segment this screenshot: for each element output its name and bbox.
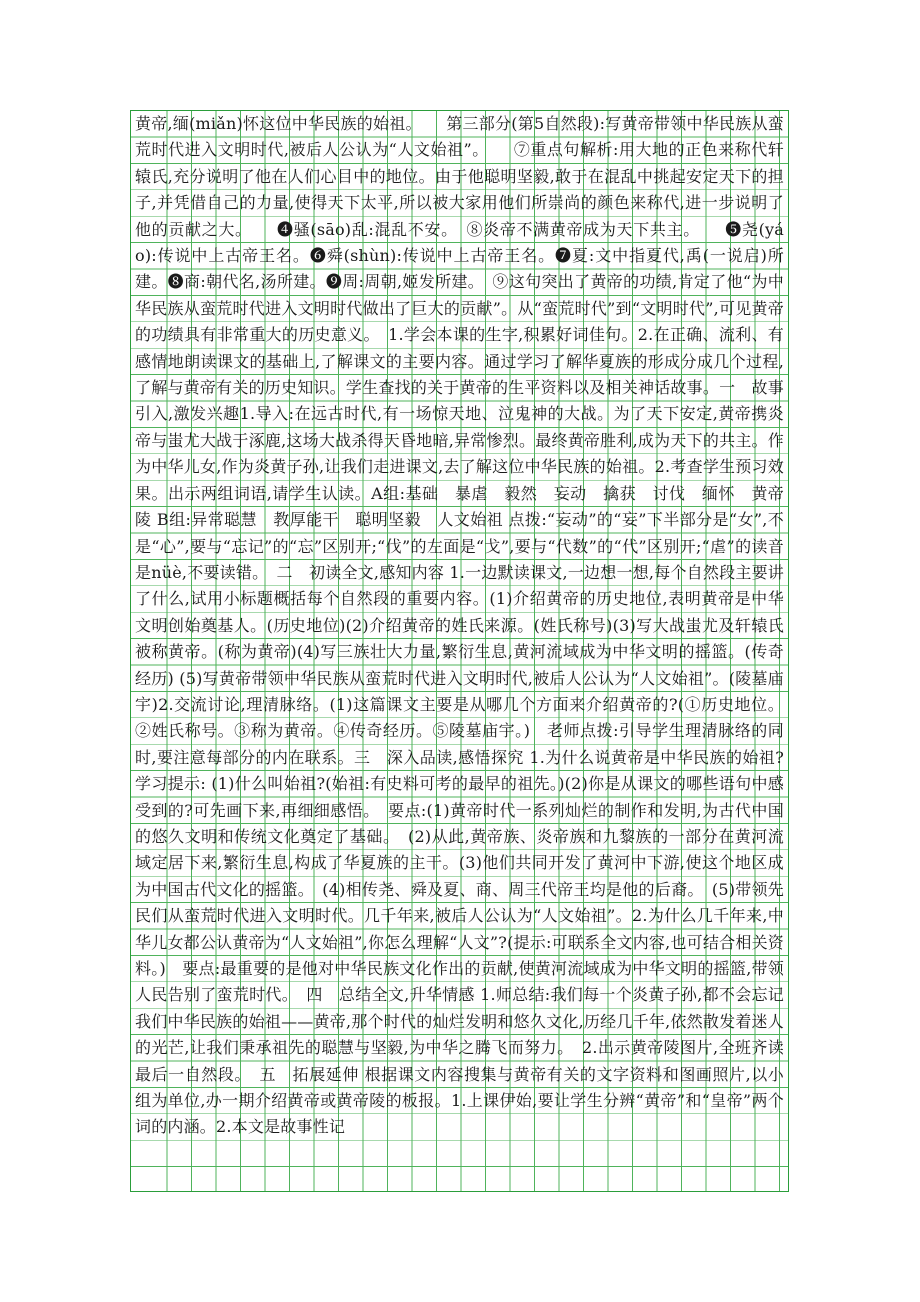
document-body-text: 黄帝,缅(miǎn)怀这位中华民族的始祖。 第三部分(第5自然段):写黄帝带领中华民族从蛮荒时代进入文明时代,被后人公认为“人文始祖”。 ⑦重点句解析:用大地的正色来称代轩辕氏,充分说明了他在人们心目中的地位。由于他聪明坚毅,敢于在混乱中挑起安定天下的担子,并凭借自己的力量,使得天下太平,所以被大家用他们所崇尚的颜色来称代,进一步说明了他的贡献之大。 ❹骚(sāo)乱:混乱不安。 ⑧炎帝不满黄帝成为天下共主。 ❺尧(yáo):传说中上古帝王名。❻舜(shùn):传说中上古帝王名。❼夏:文中指夏代,禹(一说启)所建。❽商:朝代名,汤所建。❾周:周朝,姬发所建。 ⑨这句突出了黄帝的功绩,肯定了他“为中华民族从蛮荒时代进入文明时代做出了巨大的贡献”。从“蛮荒时代”到“文明时代”,可见黄帝的功绩具有非常重大的历史意义。 1.学会本课的生字,积累好词佳句。2.在正确、流利、有感情地朗读课文的基础上,了解课文的主要内容。通过学习了解华夏族的形成分成几个过程,了解与黄帝有关的历史知识。学生查找的关于黄帝的生平资料以及相关神话故事。一 故事引入,激发兴趣1.导入:在远古时代,有一场惊天地、泣鬼神的大战。为了天下安定,黄帝携炎帝与蚩尤大战于涿鹿,这场大战杀得天昏地暗,异常惨烈。最终黄帝胜利,成为天下的共主。作为中华儿女,作为炎黄子孙,让我们走进课文,去了解这位中华民族的始祖。2.考查学生预习效果。出示两组词语,请学生认读。A组:基础 暴虐 毅然 妄动 擒获 讨伐 缅怀 黄帝陵 B组:异常聪慧 教厚能干 聪明坚毅 人文始祖 点拨:“妄动”的“妄”下半部分是“女”,不是“心”,要与“忘记”的“忘”区别开;“伐”的左面是“戈”,要与“代数”的“代”区别开;“虐”的读音是nüè,不要读错。 二 初读全文,感知内容 1.一边默读课文,一边想一想,每个自然段主要讲了什么,试用小标题概括每个自然段的重要内容。(1)介绍黄帝的历史地位,表明黄帝是中华文明创始奠基人。(历史地位)(2)介绍黄帝的姓氏来源。(姓氏称号)(3)写大战蚩尤及轩辕氏被称黄帝。(称为黄帝)(4)写三族壮大力量,繁衍生息,黄河流域成为中华文明的摇篮。(传奇经历) (5)写黄帝带领中华民族从蛮荒时代进入文明时代,被后人公认为“人文始祖”。(陵墓庙宇)2.交流讨论,理清脉络。(1)这篇课文主要是从哪几个方面来介绍黄帝的?(①历史地位。②姓氏称号。③称为黄帝。④传奇经历。⑤陵墓庙宇。) 老师点拨:引导学生理清脉络的同时,要注意每部分的内在联系。三 深入品读,感悟探究 1.为什么说黄帝是中华民族的始祖? 学习提示: (1)什么叫始祖?(始祖:有史料可考的最早的祖先。)(2)你是从课文的哪些语句中感受到的?可先画下来,再细细感悟。 要点:(1)黄帝时代一系列灿烂的制作和发明,为古代中国的悠久文明和传统文化奠定了基础。 (2)从此,黄帝族、炎帝族和九黎族的一部分在黄河流域定居下来,繁衍生息,构成了华夏族的主干。(3)他们共同开发了黄河中下游,使这个地区成为中国古代文化的摇篮。 (4)相传尧、舜及夏、商、周三代帝王均是他的后裔。 (5)带领先民们从蛮荒时代进入文明时代。几千年来,被后人公认为“人文始祖”。2.为什么几千年来,中华儿女都公认黄帝为“人文始祖”,你怎么理解“人文”?(提示:可联系全文内容,也可结合相关资料。) 要点:最重要的是他对中华民族文化作出的贡献,使黄河流域成为中华文明的摇篮,带领人民告别了蛮荒时代。 四 总结全文,升华情感 1.师总结:我们每一个炎黄子孙,都不会忘记我们中华民族的始祖——黄帝,那个时代的灿烂发明和悠久文化,历经几千年,依然散发着迷人的光芒,让我们秉承祖先的聪慧与坚毅,为中华之腾飞而努力。 2.出示黄帝陵图片,全班齐读最后一自然段。 五 拓展延伸 根据课文内容搜集与黄帝有关的文字资料和图画照片,以小组为单位,办一期介绍黄帝或黄帝陵的板报。1.上课伊始,要让学生分辨“黄帝”和“皇帝”两个词的内涵。2.本文是故事性记 bbox=[135, 114, 784, 1137]
grid-paper-page bbox=[130, 110, 789, 1192]
